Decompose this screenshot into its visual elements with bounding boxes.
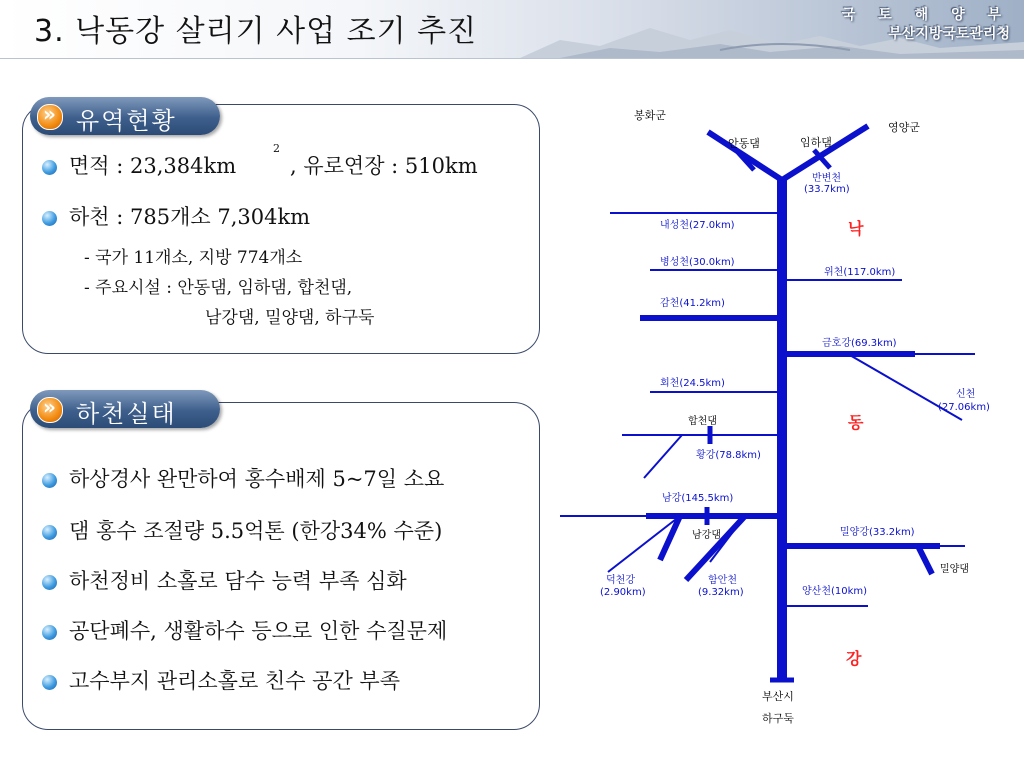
wi-label: 위천(117.0km) (824, 267, 896, 278)
basin-status-heading: » 유역현황 (30, 97, 220, 135)
double-chevron-icon (37, 397, 63, 423)
rivers-detail-3: 남강댐, 밀양댐, 하구둑 (205, 308, 375, 328)
bullet-icon (42, 625, 57, 640)
header-bar (0, 0, 1024, 59)
hwang-label: 황강(78.8km) (696, 450, 761, 461)
area-superscript: 2 (273, 142, 280, 155)
bullet-icon (42, 473, 57, 488)
page-title: 3. 낙동강 살리기 사업 조기 추진 (34, 14, 478, 49)
river-name-dong: 동 (848, 413, 864, 432)
river-condition-heading: » 하천실태 (30, 390, 220, 428)
condition-item-2: 댐 홍수 조절량 5.5억톤 (한강34% 수준) (42, 515, 442, 545)
condition-item-5: 고수부지 관리소홀로 친수 공간 부족 (42, 665, 400, 695)
deokcheon-label: 덕천강 (606, 575, 635, 586)
nam-label: 남강(145.5km) (662, 493, 734, 504)
sin-length: (27.06km) (938, 402, 990, 413)
bullet-icon (42, 160, 57, 175)
double-chevron-icon (37, 104, 63, 130)
rivers-detail-1: - 국가 11개소, 지방 774개소 (84, 248, 303, 268)
haman-thick (686, 516, 745, 580)
andong-dam-label: 안동댐 (728, 137, 760, 150)
bullet-icon (42, 525, 57, 540)
bonghwa-label: 봉화군 (634, 109, 666, 122)
rivers-item: 하천 : 785개소 7,304km (42, 201, 310, 231)
banbyeon-length: (33.7km) (804, 184, 850, 195)
hoe-label: 회천(24.5km) (660, 378, 725, 389)
hwang-branch (644, 435, 682, 478)
banbyeon-label: 반변천 (812, 173, 841, 184)
namgang-dam-label: 남강댐 (692, 530, 721, 541)
imha-branch (782, 126, 868, 180)
geumho-label: 금호강(69.3km) (822, 338, 897, 349)
haman-label: 함안천 (708, 575, 737, 586)
organization-name (842, 6, 1010, 44)
imha-dam-label: 임하댐 (800, 136, 832, 149)
miryang-dam-branch (918, 546, 932, 574)
miryang-label: 밀양강(33.2km) (840, 527, 915, 538)
office-name: 부산지방국토관리청 (888, 26, 1010, 42)
sin-label: 신천 (956, 389, 976, 400)
nakdong-river-map (555, 100, 1024, 740)
estuary-label: 하구둑 (762, 712, 794, 725)
rivers-detail-2: - 주요시설 : 안동댐, 임하댐, 합천댐, (84, 278, 353, 298)
ministry-name: 국 토 해 양 부 (841, 7, 1010, 23)
bullet-icon (42, 675, 57, 690)
busan-label: 부산시 (762, 690, 794, 703)
river-name-nak: 낙 (848, 219, 864, 238)
condition-item-3: 하천정비 소홀로 담수 능력 부족 심화 (42, 565, 407, 595)
length-item: , 유로연장 : 510km (290, 154, 478, 178)
yeongyang-label: 영양군 (888, 121, 920, 134)
area-item: 면적 : 23,384km (42, 150, 236, 180)
yangsan-label: 양산천(10km) (802, 586, 868, 597)
condition-item-4: 공단폐수, 생활하수 등으로 인한 수질문제 (42, 615, 447, 645)
miryang-dam-label: 밀양댐 (940, 564, 969, 575)
river-name-gang: 강 (846, 649, 862, 668)
haman-length: (9.32km) (698, 587, 744, 598)
naeseong-label: 내성천(27.0km) (660, 220, 735, 231)
bullet-icon (42, 575, 57, 590)
bullet-icon (42, 211, 57, 226)
condition-item-1: 하상경사 완만하여 홍수배제 5~7일 소요 (42, 463, 444, 493)
hapcheon-dam-label: 합천댐 (688, 416, 717, 427)
deokcheon-length: (2.90km) (600, 587, 646, 598)
gam-label: 감천(41.2km) (660, 298, 725, 309)
byeongseong-label: 병성천(30.0km) (660, 257, 735, 268)
